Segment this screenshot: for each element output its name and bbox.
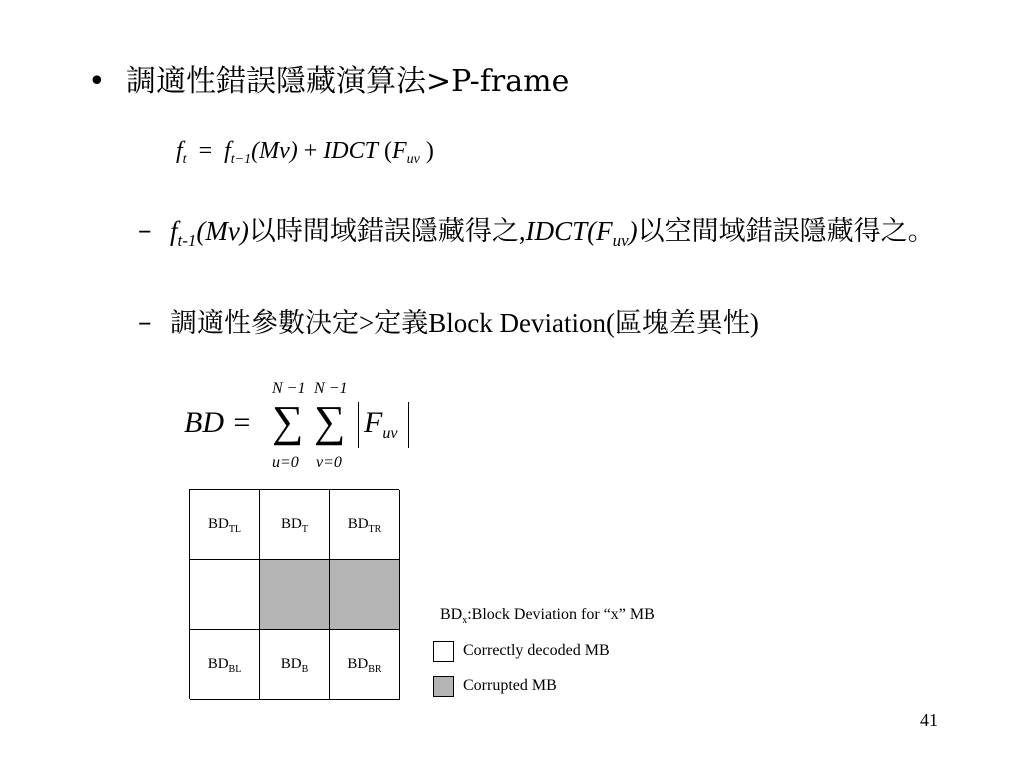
eq1-idct: IDCT — [323, 138, 378, 164]
subpoint-dash-1: – — [138, 215, 152, 246]
equation-frame-update — [176, 136, 434, 175]
slide-heading: 調適性錯誤隱藏演算法>P-frame — [126, 64, 570, 99]
legend-definition: $BD_x:Block$ Deviation for “x” MB — [440, 606, 655, 627]
eq2-lower-2: v=0 — [316, 454, 342, 471]
sub1-idct: IDCT(F — [525, 216, 613, 246]
sub1-f-sub: t-1 — [177, 231, 197, 250]
equation-block-deviation — [180, 378, 440, 478]
grid-cell-tr: $BD_{TR}$ — [330, 490, 400, 560]
eq1-f-sub: t−1 — [230, 152, 252, 167]
eq1-rpar: ) — [425, 138, 434, 164]
grid-cell-bl: $BD_{BL}$ — [190, 630, 260, 700]
subpoint-2: 調適性參數決定>定義Block Deviation(區塊差異性) — [170, 308, 759, 338]
eq2-abs-left — [358, 402, 359, 448]
macroblock-grid — [189, 489, 399, 699]
legend-swatch-corrupted — [433, 676, 454, 697]
eq2-sigma-1: ∑ — [272, 397, 304, 446]
sub1-spatial-text: 以空間域錯誤隱藏得之。 — [637, 216, 935, 246]
eq2-term-F: F — [364, 406, 383, 439]
grid-cell-l — [190, 560, 260, 630]
sub1-f: f — [170, 216, 178, 246]
grid-cell-r — [330, 560, 400, 630]
eq2-term-sub: uv — [382, 425, 398, 442]
grid-cell-t: $BD_T$ — [260, 490, 330, 560]
sub1-temporal-text: 以時間域錯誤隱藏得之, — [248, 216, 526, 246]
eq2-term — [364, 406, 397, 443]
eq2-abs-right — [408, 402, 409, 448]
eq1-lpar: ( — [384, 138, 392, 164]
legend-correct-label: Correctly decoded MB — [463, 642, 610, 659]
sub1-rpar: ) — [628, 216, 638, 246]
eq1-plus: + — [303, 138, 318, 164]
grid-cell-tl: $BD_{TL}$ — [190, 490, 260, 560]
eq1-f: f — [224, 138, 231, 164]
legend-corrupted-label: Corrupted MB — [463, 677, 557, 694]
grid-cell-center — [260, 560, 330, 630]
subpoint-dash-2: – — [138, 307, 152, 338]
eq1-F-sub: uv — [406, 152, 420, 167]
bullet-marker: • — [88, 64, 106, 99]
eq2-upper-2: N −1 — [314, 380, 348, 397]
page-number: 41 — [920, 710, 938, 730]
eq2-lower-1: u=0 — [272, 454, 299, 471]
eq2-sigma-2: ∑ — [314, 397, 346, 446]
eq1-lhs: f — [176, 138, 183, 164]
sub1-idct-sub: uv — [612, 231, 629, 250]
eq1-mv: (Mv) — [251, 138, 298, 164]
eq1-equals: = — [198, 138, 213, 164]
subpoint-1 — [170, 214, 990, 258]
legend-swatch-correct — [433, 641, 454, 662]
eq1-F: F — [392, 138, 407, 164]
grid-cell-br: $BD_{BR}$ — [330, 630, 400, 700]
eq1-lhs-sub: t — [182, 152, 187, 167]
grid-cell-b: $BD_B$ — [260, 630, 330, 700]
sub1-mv: (Mv) — [196, 216, 249, 246]
eq2-lhs: BD = — [184, 406, 252, 439]
eq2-upper-1: N −1 — [272, 380, 306, 397]
